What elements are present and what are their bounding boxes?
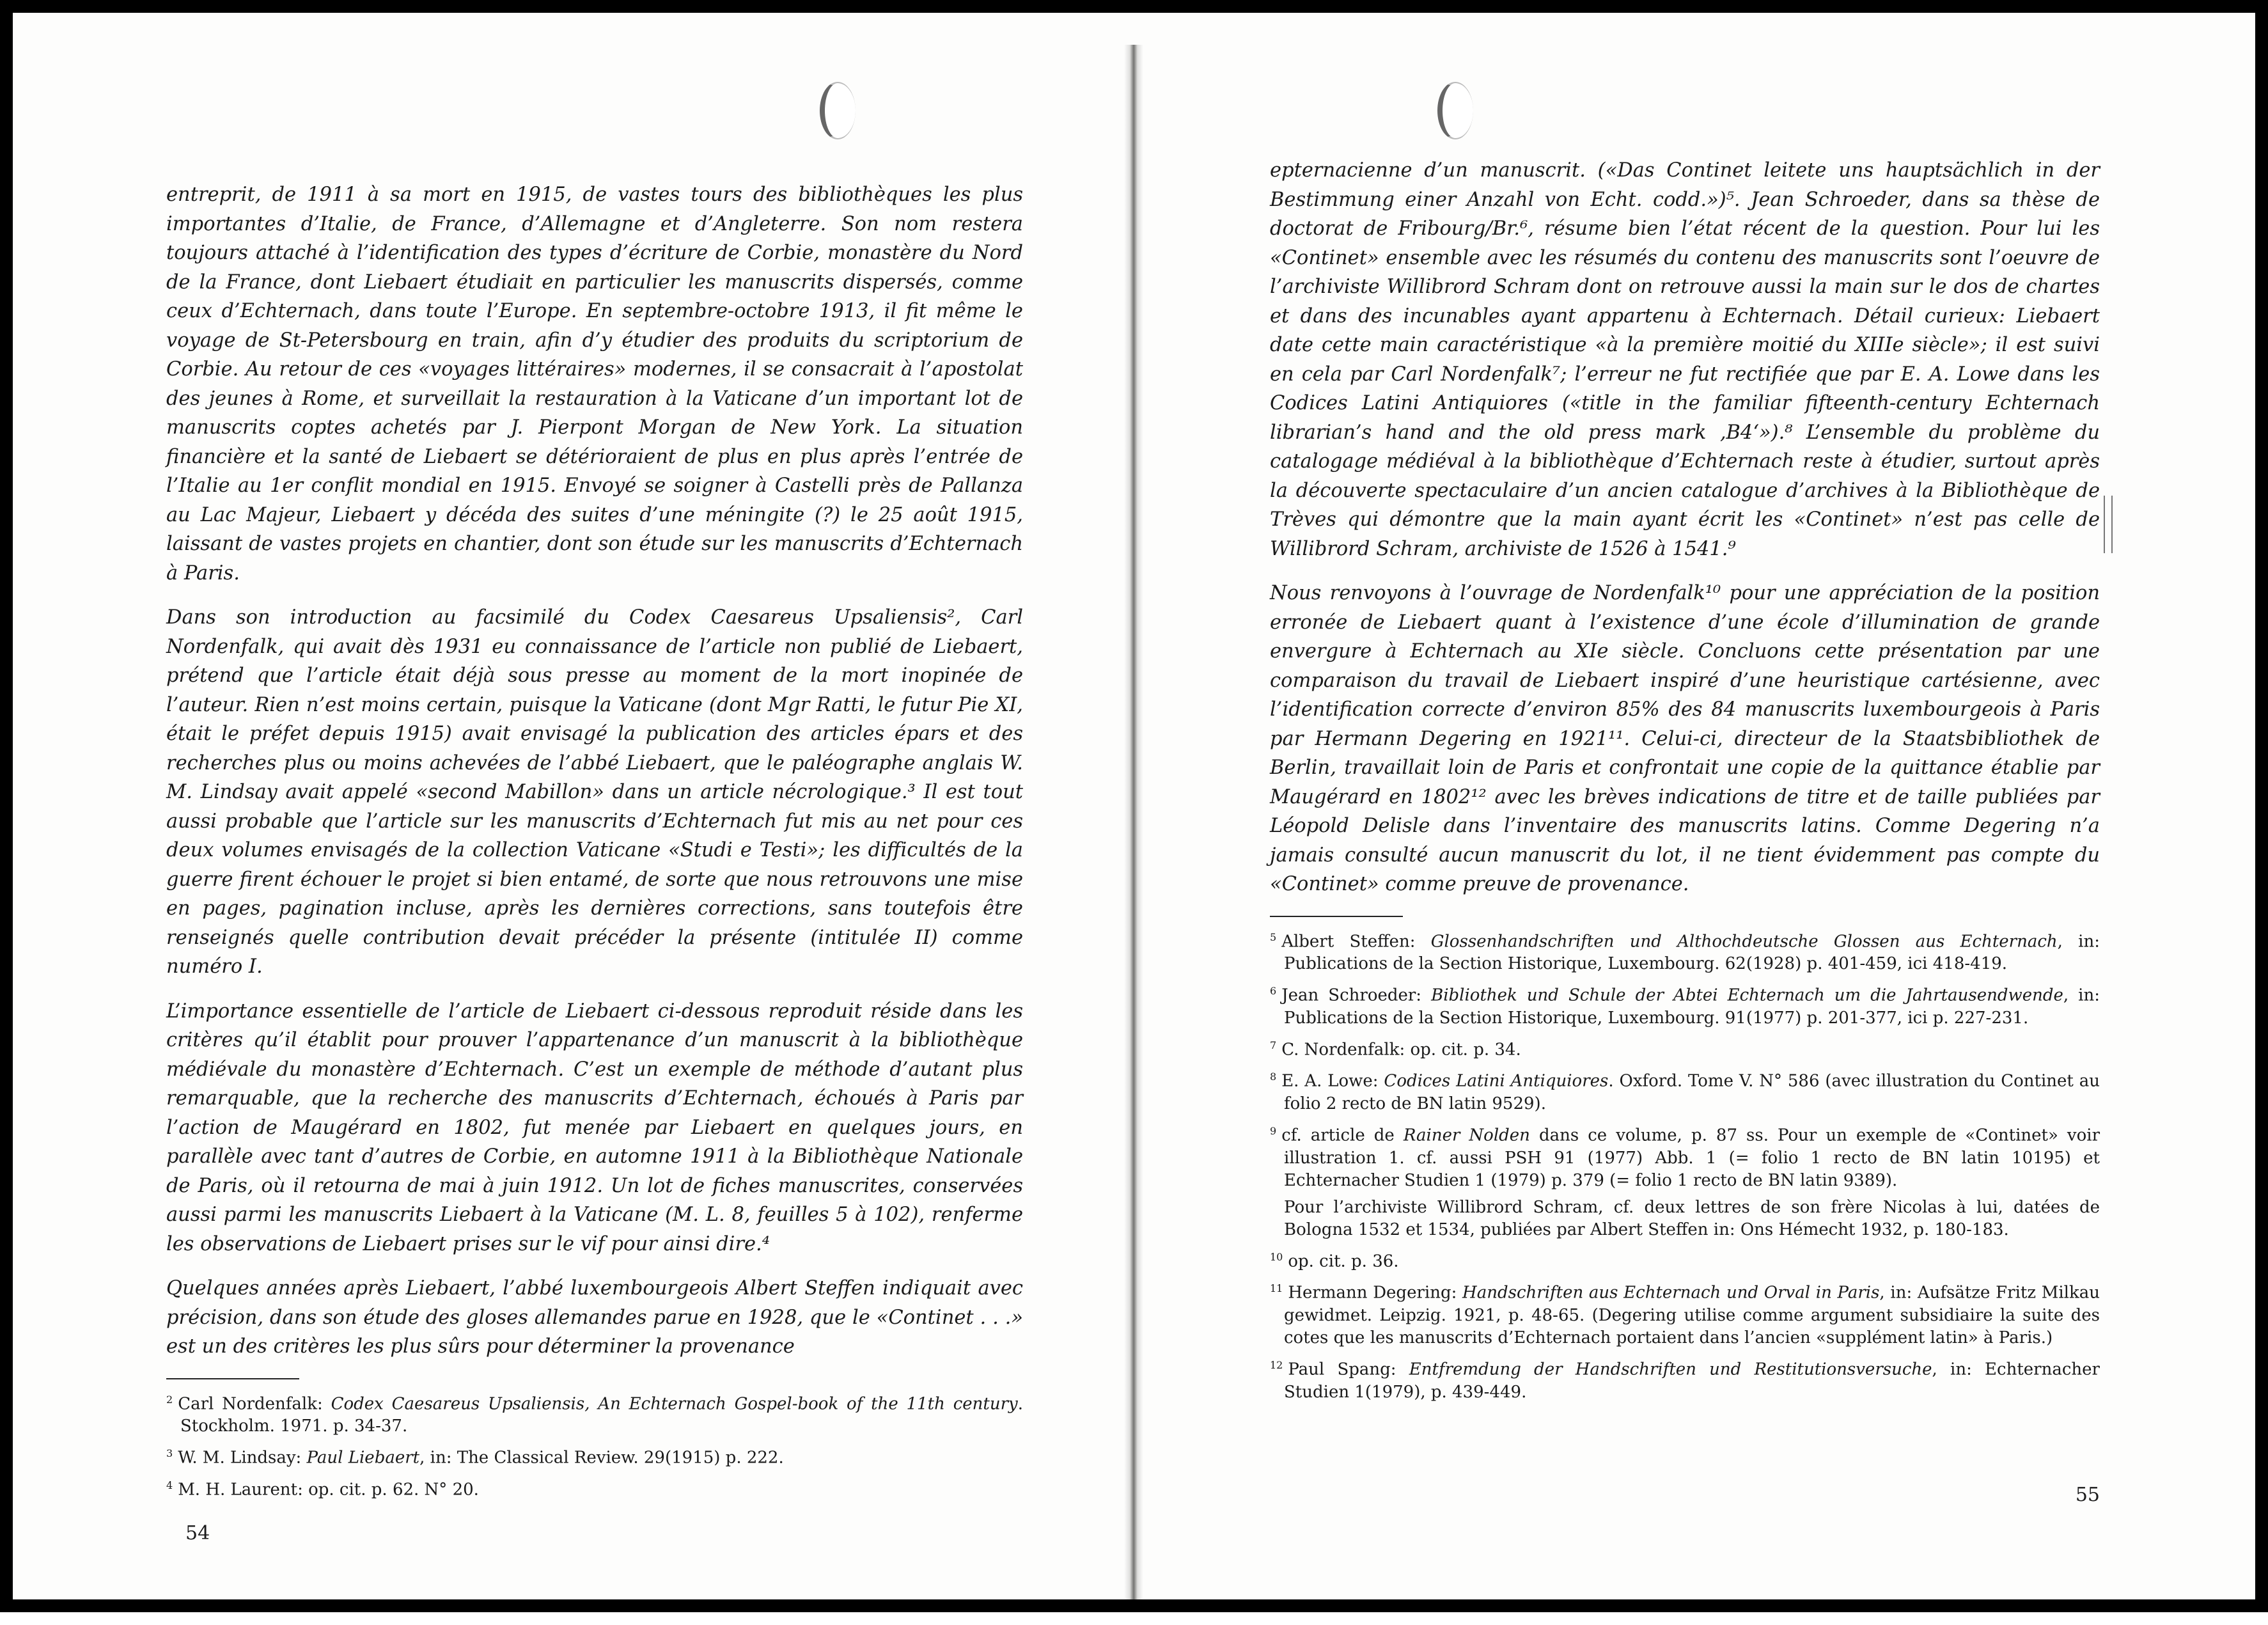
footnote-continuation: Pour l’archiviste Willibrord Schram, cf. deux lettres de son frère Nicolas à lui, datées de Bologna 1532 et 1534, publiées par Albert Steffen in: Ons Hémecht 1932, p. 180-183. (1284, 1197, 2100, 1239)
footnote-number: 6 (1270, 985, 1277, 998)
footnote-rest: , in: Echternacher Studien 1(1979), p. 439-449. (1284, 1360, 2100, 1402)
page-number: 54 (185, 1522, 210, 1544)
footnote-number: 8 (1270, 1071, 1277, 1083)
paragraph: Quelques années après Liebaert, l’abbé luxembourgeois Albert Steffen indiquait avec précision, dans son étude des gloses allemandes parue en 1928, que le «Continet . . .» est un des critères les plus sûrs pour déterminer la provenance (166, 1277, 1023, 1358)
footnote (1270, 980, 2100, 1030)
right-page (1270, 13, 2100, 1625)
footnote (1270, 1354, 2100, 1404)
footnote (1270, 1246, 2100, 1273)
footnote-number: 12 (1270, 1359, 1283, 1372)
footnote-author: E. A. Lowe: (1281, 1072, 1384, 1092)
footnote-author: Jean Schroeder: (1281, 985, 1432, 1005)
footnote-rest: , in: Aufsätze Fritz Milkau gewidmet. Leipzig. 1921, p. 48-65. (Degering utilise comme argument subsidiaire la suite des cotes que les manuscrits d’Echternach portaient dans l’ancien «supplément latin» à Paris.) (1284, 1284, 2100, 1348)
footnote-number: 4 (166, 1479, 173, 1491)
footnote-title: Handschriften aus Echternach und Orval in Paris (1462, 1284, 1880, 1303)
footnote-author: Hermann Degering: (1288, 1284, 1463, 1303)
paragraph: entreprit, de 1911 à sa mort en 1915, de vastes tours des bibliothèques les plus importantes d’Italie, de France, d’Allemagne et d’Angleterre. Son nom restera toujours attaché à l’identification des types d’écriture de Corbie, monastère du Nord de la France, dont Liebaert étudiait en particulier les manuscrits dispersés, comme ceux d’Echternach, dans toute l’Europe. En septembre-octobre 1913, il fit même le voyage de St-Petersbourg en train, afin d’y étudier des produits du scriptorium de Corbie. Au retour de ces «voyages littéraires» modernes, il se consacrait à l’apostolat des jeunes à Rome, et surveillait la restauration à la Vaticane d’un important lot de manuscrits coptes achetés par J. Pierpont Morgan de New York. La situation financière et la santé de Liebaert se détérioraient de plus en plus après l’entrée de l’Italie au 1er conflit mondial en 1915. Envoyé se soigner à Castelli près de Pallanza au Lac Majeur, Liebaert y décéda des suites d’une méningite (?) le 25 août 1915, laissant de vastes projets en chantier, dont son étude sur les manuscrits d’Echternach à Paris. (166, 184, 1023, 585)
footnote-author: C. Nordenfalk: op. cit. p. 34. (1281, 1040, 1521, 1060)
footnote-rest: , in: Publications de la Section Historique, Luxembourg. 91(1977) p. 201-377, ici p. 227-231. (1284, 985, 2100, 1028)
footnote-author: op. cit. p. 36. (1288, 1252, 1399, 1271)
footnote-title: Glossenhandschriften und Althochdeutsche Glossen aus Echternach (1430, 932, 2058, 952)
footnote (166, 1388, 1023, 1438)
footnote (1270, 1120, 2100, 1192)
right-text-block (1270, 156, 2100, 1408)
footnote-divider (1270, 916, 1403, 917)
footnote-title: Codices Latini Antiquiores (1384, 1072, 1609, 1092)
footnote-author: Albert Steffen: (1281, 932, 1431, 952)
left-page (166, 13, 1023, 1625)
footnote-title: Bibliothek und Schule der Abtei Echternach um die Jahrtausendwende (1431, 985, 2063, 1005)
footnote-title: Paul Liebaert (306, 1448, 420, 1468)
page-number: 55 (2075, 1484, 2100, 1506)
paragraph: L’importance essentielle de l’article de Liebaert ci-dessous reproduit réside dans les critères qu’il établit pour prouver l’appartenance d’un manuscrit à la bibliothèque médiévale du monastère d’Echternach. C’est un exemple de méthode d’autant plus remarquable, que la recherche des manuscrits d’Echternach, échoués à Paris par l’action de Maugérard en 1802, fut menée par Liebaert en quelques jours, en parallèle avec tant d’autres de Corbie, en automne 1911 à la Bibliothèque Nationale de Paris, où il retourna de mai à juin 1912. Un lot de fiches manuscrites, conservées aussi parmi les manuscrits Liebaert à la Vaticane (M. L. 8, feuilles 5 à 102), renferme les observations de Liebaert prises sur le vif pour ainsi dire.⁴ (166, 1000, 1023, 1255)
footnote (1270, 1065, 2100, 1115)
footnote (166, 1442, 1023, 1470)
margin-mark (2104, 496, 2113, 553)
footnote-number: 2 (166, 1393, 173, 1406)
footnote-title: Codex Caesareus Upsaliensis, An Echternach Gospel-book of the 11th century (331, 1394, 1018, 1414)
footnote-author: W. M. Lindsay: (178, 1448, 307, 1468)
footnote-divider (166, 1378, 299, 1379)
paragraph: Nous renvoyons à l’ouvrage de Nordenfalk¹⁰ pour une appréciation de la position erronée de Liebaert quant à l’existence d’une école d’illumination de grande envergure à Echternach au XIe siècle. Concluons cette présentation par une comparaison du travail de Liebaert inspiré d’une heuristique cartésienne, avec l’identification correcte d’environ 85% des 84 manuscrits luxembourgeois à Paris par Hermann Degering en 1921¹¹. Celui-ci, directeur de la Staatsbibliothek de Berlin, travaillait loin de Paris et confrontait une copie de la quittance établie par Maugérard en 1802¹² avec les brèves indications de titre et de taille publiées par Léopold Delisle dans l’inventaire des manuscrits latins. Comme Degering n’a jamais consulté aucun manuscrit du lot, il ne tient évidemment pas compte du «Continet» comme preuve de provenance. (1270, 582, 2100, 895)
book-gutter (1124, 45, 1143, 1605)
footnote-number: 10 (1270, 1250, 1283, 1263)
left-text-block (166, 180, 1023, 1505)
footnote-number: 11 (1270, 1282, 1283, 1295)
footnote-author: M. H. Laurent: op. cit. p. 62. N° 20. (178, 1480, 479, 1500)
footnote-number: 5 (1270, 930, 1277, 943)
footnote-rest: , in: Publications de la Section Historique, Luxembourg. 62(1928) p. 401-459, ici 418-419. (1284, 932, 2100, 974)
paragraph: Dans son introduction au facsimilé du Codex Caesareus Upsaliensis², Carl Nordenfalk, qui avait dès 1931 eu connaissance de l’article non publié de Liebaert, prétend que l’article était déjà sous presse au moment de la mort inopinée de l’auteur. Rien n’est moins certain, puisque la Vaticane (dont Mgr Ratti, le futur Pie XI, était le préfet depuis 1915) avait envisagé la publication des articles épars et des recherches plus ou moins achevées de l’abbé Liebaert, que le paléographe anglais W. M. Lindsay avait appelé «second Mabillon» dans un article nécrologique.³ Il est tout aussi probable que l’article sur les manuscrits d’Echternach fut mis au net pour ces deux volumes envisagés de la collection Vaticane «Studi e Testi»; les difficultés de la guerre firent échouer le projet si bien entamé, de sorte que nous retrouvons une mise en pages, pagination incluse, après les dernières corrections, sans toutefois être renseignés quelle contribution devait précéder la présente (intitulée II) comme numéro I. (166, 606, 1023, 978)
footnote-rest: , in: The Classical Review. 29(1915) p. 222. (419, 1448, 784, 1468)
footnote-author: Paul Spang: (1288, 1360, 1409, 1379)
footnote-rest: dans ce volume, p. 87 ss. Pour un exemple de «Continet» voir illustration 1. cf. aussi PSH 91 (1977) Abb. 1 (= folio 1 recto de BN latin 10195) et Echternacher Studien 1 (1979) p. 379 (= folio 1 recto de BN latin 9389). (1284, 1126, 2100, 1190)
footnote (1270, 1277, 2100, 1349)
footnote-author: Carl Nordenfalk: (178, 1394, 331, 1414)
footnote (166, 1474, 1023, 1502)
footnote-author: cf. article de (1281, 1126, 1404, 1145)
footnote (1270, 1034, 2100, 1062)
footnote-rest: . Stockholm. 1971. p. 34-37. (180, 1394, 1023, 1436)
footnote-title: Rainer Nolden (1403, 1126, 1530, 1145)
paragraph: epternacienne d’un manuscrit. («Das Continet leitete uns hauptsächlich in der Bestimmung einer Anzahl von Echt. codd.»)⁵. Jean Schroeder, dans sa thèse de doctorat de Fribourg/Br.⁶, résume bien l’état récent de la question. Pour lui les «Continet» ensemble avec les résumés du contenu des manuscrits sont l’oeuvre de l’archiviste Willibrord Schram dont on retrouve aussi la main sur le dos de chartes et dans des incunables ayant appartenu à Echternach. Détail curieux: Liebaert date cette main caractéristique «à la première moitié du XIIIe siècle»; il est suivi en cela par Carl Nordenfalk⁷; l’erreur ne fut rectifiée que par E. A. Lowe dans les Codices Latini Antiquiores («title in the familiar fifteenth-century Echternach librarian’s hand and the old press mark ‚B4‘»).⁸ L’ensemble du problème du catalogage médiéval à la bibliothèque d’Echternach reste à étudier, surtout après la découverte spectaculaire d’un ancien catalogue d’archives à la Bibliothèque de Trèves qui démontre que la main ayant écrit les «Continet» n’est pas celle de Willibrord Schram, archiviste de 1526 à 1541.⁹ (1270, 159, 2100, 560)
footnote-number: 9 (1270, 1125, 1277, 1138)
footnote-number: 3 (166, 1447, 173, 1460)
footnote-title: Entfremdung der Handschriften und Restitutionsversuche (1409, 1360, 1932, 1379)
footnote-rest: . Oxford. Tome V. N° 586 (avec illustration du Continet au folio 2 recto de BN latin 9529). (1284, 1072, 2100, 1114)
footnote (1270, 926, 2100, 976)
footnote-number: 7 (1270, 1039, 1277, 1051)
